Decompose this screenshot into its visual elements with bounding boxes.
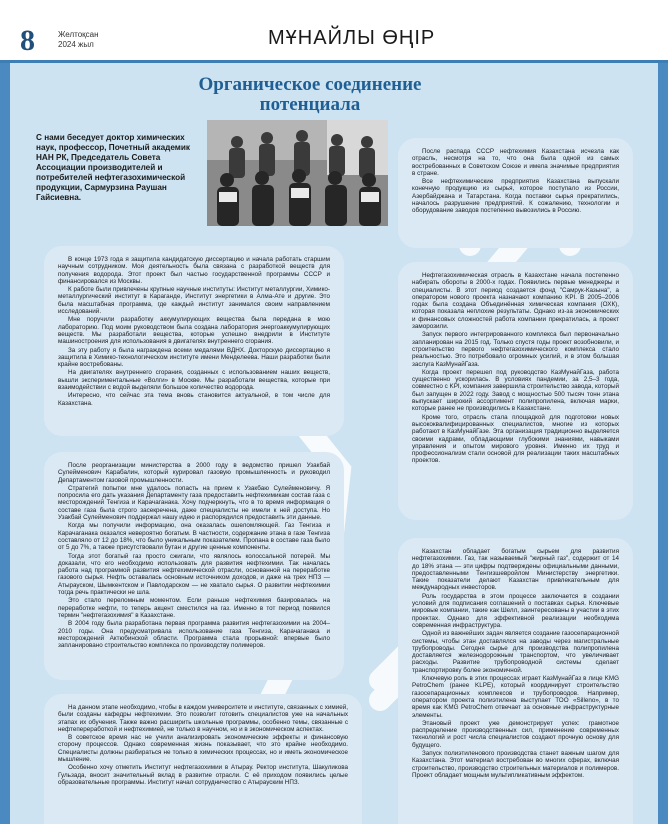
paragraph: Запуск полиэтиленового производства станет важным шагом для Казахстана. Этот материал востребован во многих сферах, включая строительство, производство строительных материалов и полимеров. Проект обладает мощным мультипликативным эффектом. bbox=[412, 750, 619, 779]
paragraph: Запуск первого интегрированного комплекса был первоначально запланирован на 2015 год. Только спустя годы проект возобновили, и строительство первого нефтегазохимического комплекса стало реальностью. Это потребовало огромных усилий, и в этом большая заслуга КазМунайГаза. bbox=[412, 331, 619, 368]
text-box-4 bbox=[398, 138, 633, 248]
issue-year: 2024 жыл bbox=[58, 40, 94, 49]
paragraph: Ключевую роль в этих процессах играет КазМунайГаз в лице KMG PetroChem (ранее KLPE), который координирует строительство газосепарационных комплексов и трубопроводов. Например, оператором проекта полиэтилена выступает ТОО «Silleno», в то время как KMG PetroChem отвечает за основные инфраструктурные элементы. bbox=[412, 675, 619, 719]
paragraph: После реорганизации министерства в 2000 году в ведомство пришел Узакбай Сулейменович Карабалин, который курировал газовую промышленность и руководил Департаментом газовой промышленности. bbox=[58, 462, 330, 484]
text-box-5 bbox=[398, 262, 633, 520]
paragraph: Интересно, что сейчас эта тема вновь становится актуальной, в том числе для Казахстана. bbox=[58, 392, 330, 407]
paragraph: На данном этапе необходимо, чтобы в каждом университете и институте, связанных с химией, были созданы кафедры нефтехимии. Это позволит готовить специалистов уже на начальных этапах их обучения. Также важно расширить школьные программы, особенно темы, связанные с нефтепереработкой и нефтехимией, не только в научном, но и в экономическом аспектах. bbox=[58, 704, 348, 733]
paragraph: Тогда этот богатый газ просто сжигали, что являлось колоссальной потерей. Мы доказали, что его необходимо использовать для развития нефтехимии. Так началась работа над программой развития нефтехимической отрасли, основанной на переработке газового сырья. Нефть оставалась основным источником доходов, и даже на трех НПЗ — Атырауском, Шымкентском и Павлодарском — не хватало сырья. О развитии нефтехимии тогда речь практически не шла. bbox=[58, 552, 330, 597]
paragraph: Это стало переломным моментом. Если раньше нефтехимия базировалась на переработке нефти, то теперь акцент сместился на газ. Именно в тот период появился термин "нефтегазохимия" в Казахстане. bbox=[58, 597, 330, 619]
paragraph: Когда проект перешел под руководство КазМунайГаза, работа существенно ускорилась. В условиях пандемии, за 2,5–3 года, совместно с KPI, компания завершила строительство завода, который был запущен в 2022 году. Завод с мощностью 500 тысяч тонн этана выпускает широкий ассортимент полипропилена, включая марки, которые ранее не производились в Казахстане. bbox=[412, 368, 619, 413]
article-title-line2: потенциала bbox=[259, 94, 361, 115]
page-number: 8 bbox=[20, 24, 35, 57]
article-title-line1: Органическое соединение bbox=[198, 74, 422, 95]
text-box-6 bbox=[398, 538, 633, 824]
issue-date bbox=[58, 30, 99, 50]
paragraph: Мне поручили разработку аккумулирующих вещества была передана в мою лабораторию. Под моим руководством была создана лаборатория энергоаккумулирующих веществ. Мы разработали вещества, которые успешно внедрили в Институте машиностроения для использования в двигателях внутреннего сгорания. bbox=[58, 316, 330, 346]
paragraph: За эту работу я была награждена всеми медалями ВДНХ. Докторскую диссертацию я защитила в Химико-технологическом институте имени Менделеева. Наши разработки были крайне востребованы. bbox=[58, 346, 330, 369]
paragraph: К работе были привлечены крупные научные институты: Институт металлургии, Химико-металлургический институт в Караганде, Институт энергетики в Алма-Ате и другие. Это была масштабная программа, где каждый институт занимался своим направлением исследований. bbox=[58, 286, 330, 316]
paragraph: Все нефтехимические предприятия Казахстана выпускали конечную продукцию из сырья, которое поступало из России, Азербайджана и Татарстана. Когда поставки сырья прекратились, началось разрушение предприятий. К сожалению, технологии и оборудование заводов постепенно вывозились в Россию. bbox=[412, 178, 619, 215]
paragraph: Стратегий попытки мне удалось попасть на прием к Узакбаю Сулейменовичу. Я попросила его дать указания Департаменту газа предоставить нефтехимикам состав газа с месторождений Тенгиза и Карачаганака. Хочу подчеркнуть, что в то время информация о составе газа была строго засекречена, даже специалисты не имели к ней доступа. Но Узакбай Сулейменович поддержал нашу идею и распорядился предоставить эти данные. bbox=[58, 484, 330, 522]
paragraph: В конце 1973 года я защитила кандидатскую диссертацию и начала работать старшим научным сотрудником. Моя деятельность была связана с разработкой веществ для получения водорода. Этот проект был частью государственной программы СССР и финансировался из Москвы. bbox=[58, 256, 330, 285]
paragraph: Когда мы получили информацию, она оказалась ошеломляющей. Газ Тенгиза и Карачаганака оказался невероятно богатым. В частности, содержание этана в газе Тенгиза составляло от 12 до 18%, что было уникальным показателем. Пропана в составе газа было от 5 до 7%, а также присутствовали бутан и другие ценные компоненты. bbox=[58, 522, 330, 552]
paragraph: Нефтегазохимическая отрасль в Казахстане начала постепенно набирать обороты в 2000-х годах. Появились первые менеджеры и специалисты. В этот период создается фонд "Самрук-Казына", а оператором нового проекта назначают компанию KPI. В 2005–2006 годах была создана Объединённая химическая компания (ОХК), которая показала неплохие результаты. Однако из-за экономических и финансовых сложностей работа компании прекратилась, а проект заморозили. bbox=[412, 272, 619, 331]
issue-month: Желтоқсан bbox=[58, 30, 99, 39]
group-photo-image bbox=[207, 120, 388, 226]
paragraph: Одной из важнейших задач является создание газосепарационной системы, чтобы этан доставлялся на заводы через магистральные трубопроводы. Сегодня сырье для производства полипропилена доставляется железнодорожным транспортом, что увеличивает расходы. Развитие трубопроводной системы сделает транспортировку более экономичной. bbox=[412, 630, 619, 674]
section-rubric: МҰНАЙЛЫ ӨҢІР bbox=[268, 27, 436, 49]
paragraph: Казахстан обладает богатым сырьем для развития нефтегазохимии. Газ, так называемый "жирный газ", содержит от 14 до 18% этана — эти цифры подтверждены официальными данными, предоставленными Тенгизшевройлом Министерству энергетики. Такие показатели делают Казахстан привлекательным для международных инвесторов. bbox=[412, 548, 619, 592]
page-header bbox=[0, 0, 668, 64]
paragraph: Этановый проект уже демонстрирует успех: грамотное распределение производственных сил, применение современных технологий и рост числа специалистов создают прочную основу для будущего. bbox=[412, 719, 619, 749]
article-intro: С нами беседует доктор химических наук, профессор, Почетный академик НАН РК, Председатель Совета Ассоциации производителей и потребителей нефтегазохимической продукции, Сармурзина Раушан Гайсиевна. bbox=[36, 133, 190, 202]
article-title bbox=[180, 75, 440, 115]
paragraph: В советское время нас не учили анализировать экономические эффекты и финансовую сторону процессов. Однако современная жизнь показывает, что это крайне необходимо. Специалисты должны разбираться не только в химических процессах, но и иметь экономическое мышление. bbox=[58, 734, 348, 764]
paragraph: После распада СССР нефтехимия Казахстана исчезла как отрасль, несмотря на то, что она была одной из самых востребованных в Советском Союзе и имела значимые предприятия в стране. bbox=[412, 148, 619, 177]
group-photo bbox=[207, 120, 388, 226]
paragraph: Роль государства в этом процессе заключается в создании условий для подписания соглашений о поставках сырья. Ключевые мировые компании, такие как Шелл, заинтересованы в участии в этих проектах. Однако для эффективной реализации необходима современная инфраструктура. bbox=[412, 592, 619, 629]
paragraph: Кроме того, отрасль стала площадкой для подготовки новых высококвалифицированных специалистов, многие из которых работают в КазМунайГазе. Эта организация традиционно выделяется своими кадрами, обладающими глубокими знаниями, навыками управления и опытом мирового уровня. Именно их труд и профессионализм стали основой для реализации таких масштабных проектов. bbox=[412, 413, 619, 465]
paragraph: Особенно хочу отметить Институт нефтегазохимии в Атырау. Ректор института, Шакуликова Гульзада, вносит значительный вклад в развитие отрасли. С её приходом появились целые образовательные программы. Институт начал сотрудничество с Атырауским НПЗ. bbox=[58, 764, 348, 786]
paragraph: В 2004 году была разработана первая программа развития нефтегазохимии на 2004–2010 годы. Она предусматривала использование газа Тенгиза, Карачаганака и месторождений Актюбинской области. Программа стала прорывной: впервые было запланировано строительство комплекса по производству полимеров. bbox=[58, 620, 330, 650]
text-box-1 bbox=[44, 246, 344, 436]
text-box-2 bbox=[44, 452, 344, 680]
paragraph: На двигателях внутреннего сгорания, созданных с использованием наших веществ, вышли экспериментальные «Волги» в Москве. Мы разработали вещества, которые при взаимодействии с водой выделяли большое количество водорода. bbox=[58, 369, 330, 392]
text-box-3 bbox=[44, 694, 362, 824]
